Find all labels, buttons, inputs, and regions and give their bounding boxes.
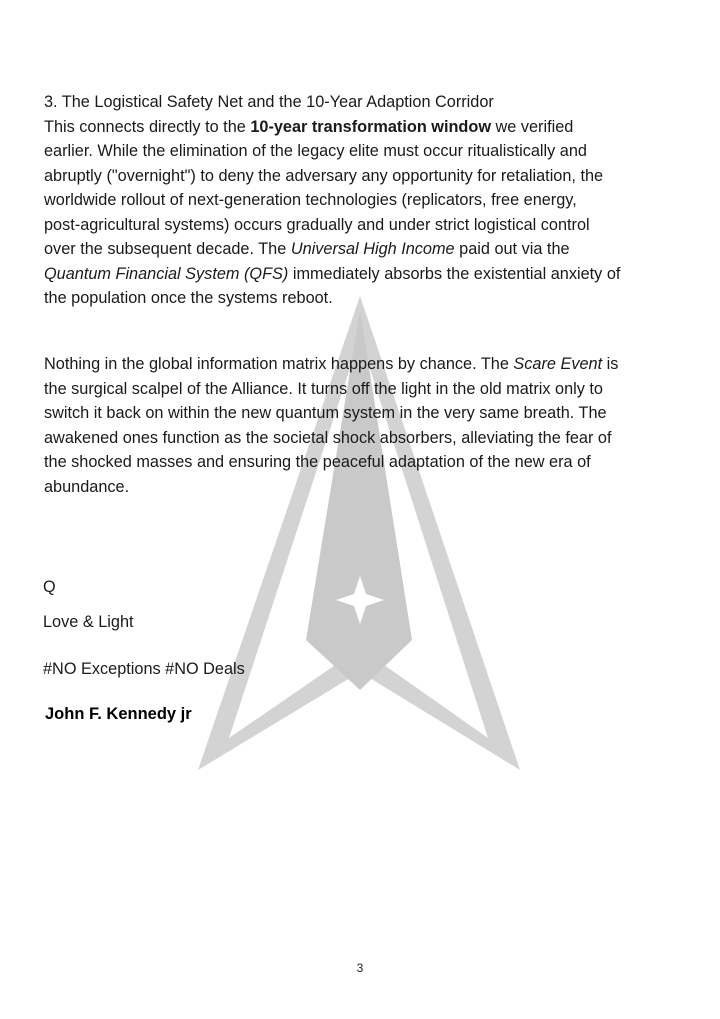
signature-greeting: Love & Light	[43, 613, 134, 631]
text-line	[44, 237, 684, 262]
text-line: worldwide rollout of next-generation technologies (replicators, free energy,	[44, 191, 577, 209]
text-line: abruptly ("overnight") to deny the adversary any opportunity for retaliation, the	[44, 166, 604, 185]
text-span: we verified	[490, 117, 574, 136]
signature-q: Q	[43, 578, 56, 596]
text-line: abundance.	[44, 477, 130, 496]
italic-phrase: Quantum Financial System (QFS)	[44, 264, 289, 283]
bold-phrase: 10-year transformation window	[250, 117, 491, 136]
text-line: the shocked masses and ensuring the peaceful adaptation of the new era of	[44, 453, 591, 471]
text-span: immediately absorbs the existential anxiety of	[288, 264, 621, 283]
text-line	[44, 262, 684, 287]
text-span: is	[602, 355, 619, 373]
text-span: over the subsequent decade. The	[44, 240, 291, 258]
text-line	[44, 352, 684, 377]
section-heading: 3. The Logistical Safety Net and the 10-Year Adaption Corridor	[44, 93, 494, 111]
text-line: awakened ones function as the societal shock absorbers, alleviating the fear of	[44, 428, 612, 447]
italic-phrase: Scare Event	[513, 355, 603, 373]
text-line: the population once the systems reboot.	[44, 289, 333, 307]
text-line: the surgical scalpel of the Alliance. It turns off the light in the old matrix only to	[44, 379, 603, 398]
section-3-paragraph	[44, 90, 684, 311]
italic-phrase: Universal High Income	[290, 240, 455, 258]
text-line	[44, 115, 684, 140]
text-line: post-agricultural systems) occurs gradually and under strict logistical control	[44, 215, 590, 234]
closing-paragraph	[44, 352, 684, 499]
signature-name: John F. Kennedy jr	[45, 705, 192, 723]
text-span: paid out via the	[454, 240, 570, 258]
text-line: switch it back on within the new quantum system in the very same breath. The	[44, 404, 607, 422]
text-span: Nothing in the global information matrix happens by chance. The	[44, 355, 514, 373]
signature-hashtags: #NO Exceptions #NO Deals	[43, 660, 245, 678]
page-number: 3	[356, 961, 364, 975]
text-span: This connects directly to the	[44, 117, 251, 136]
text-line: earlier. While the elimination of the legacy elite must occur ritualistically and	[44, 142, 587, 160]
